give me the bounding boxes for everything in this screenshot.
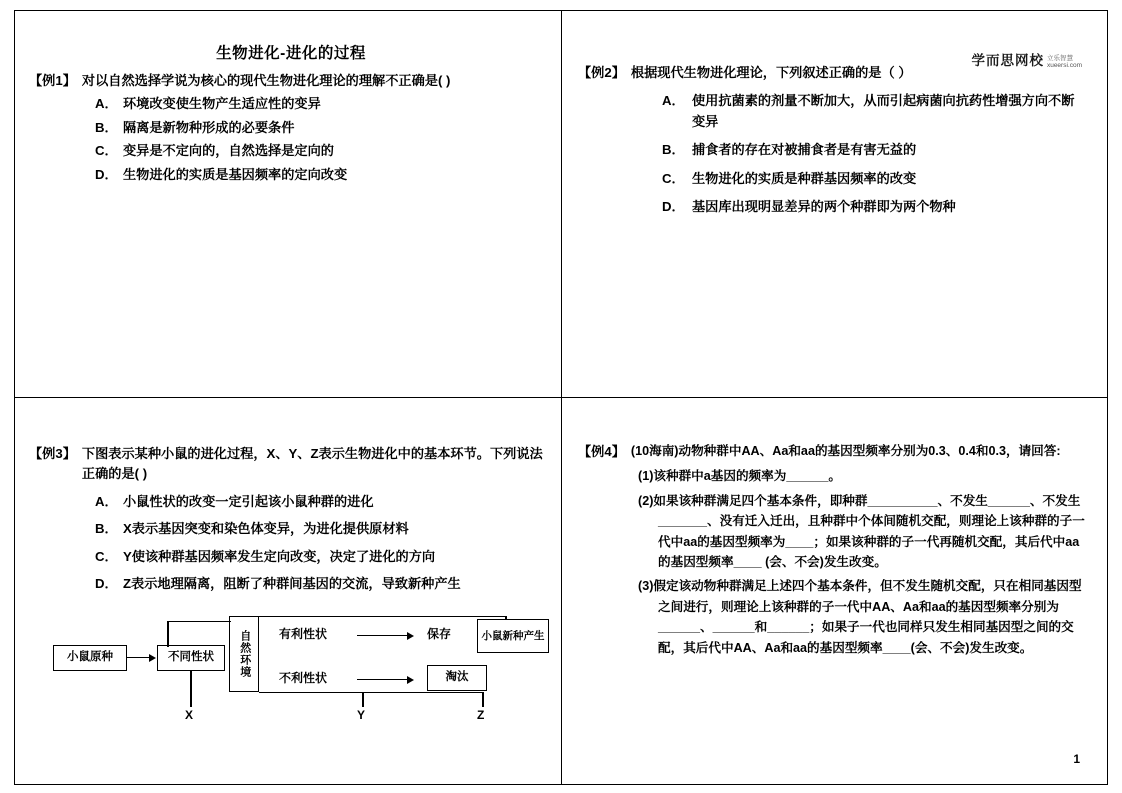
brand-logo-name: 学而思网校	[971, 53, 1044, 68]
diagram-bracket-vertical	[167, 621, 169, 647]
evolution-flow-diagram	[41, 613, 561, 733]
diagram-arrow-favorable	[407, 632, 414, 640]
diagram-label-unfavorable: 不利性状	[279, 670, 328, 685]
diagram-connector-unfavorable	[357, 679, 409, 681]
option-a	[662, 91, 1084, 132]
diagram-line-top-to-new	[259, 616, 507, 618]
diagram-label-z: Z	[477, 707, 485, 722]
option-b	[662, 140, 1084, 160]
option-b-letter: B．	[95, 119, 118, 135]
option-c-letter: C．	[95, 548, 118, 564]
option-d-letter: D．	[95, 576, 118, 592]
option-d-letter: D．	[662, 199, 685, 215]
option-a	[95, 492, 551, 512]
diagram-box-origin: 小鼠原种	[53, 645, 127, 671]
example-4-part-2: (2)如果该种群满足四个基本条件，即种群__________、不发生______、不发生_______、没有迁入迁出，且种群中个体间随机交配，则理论上该种群的子一代中aa的基因型频率为____；如果该种群的子一代再随机交配，其后代中aa的基因型频率____ (会、不会)发生改变。	[638, 493, 1085, 570]
example-2-stem: 根据现代生物进化理论，下列叙述正确的是（ ）	[630, 65, 912, 80]
option-a	[95, 94, 553, 114]
diagram-connector-favorable	[357, 635, 409, 637]
diagram-connector-origin-traits	[127, 657, 151, 659]
diagram-bracket-top	[167, 621, 231, 623]
page-number: 1	[1073, 752, 1080, 766]
example-3-tag: 【例3】	[29, 446, 76, 461]
brand-logo-sub-line1: 立乐智慧	[1046, 54, 1073, 62]
example-1-options	[95, 94, 553, 185]
option-d	[95, 165, 553, 185]
example-4-body	[638, 466, 1086, 658]
option-b	[95, 519, 551, 539]
example-4-tag: 【例4】	[578, 444, 625, 459]
example-1-block	[29, 71, 553, 185]
diagram-tick-y	[362, 692, 364, 707]
diagram-box-traits: 不同性状	[157, 645, 225, 671]
panel-example-1	[15, 11, 561, 397]
diagram-label-y: Y	[357, 707, 366, 722]
option-b-text: 捕食者的存在对被捕食者是有害无益的	[692, 142, 917, 158]
option-c	[95, 547, 551, 567]
example-3-stem: 下图表示某种小鼠的进化过程，X、Y、Z表示生物进化中的基本环节。下列说法正确的是( )	[81, 446, 543, 482]
option-a-letter: A．	[95, 493, 118, 509]
diagram-label-favorable: 有利性状	[279, 626, 328, 641]
option-c-text: Y使该种群基因频率发生定向改变，决定了进化的方向	[123, 548, 436, 564]
example-1-tag: 【例1】	[29, 73, 76, 88]
option-c-text: 变异是不定向的，自然选择是定向的	[123, 143, 334, 159]
example-4-block	[578, 442, 1086, 658]
option-b-letter: B．	[95, 521, 118, 537]
option-b-text: X表示基因突变和染色体变异，为进化提供原材料	[123, 521, 409, 537]
diagram-box-new-species	[477, 619, 549, 653]
diagram-box-new-species-label: 小鼠新种产生	[481, 629, 545, 642]
example-2-block	[578, 63, 1084, 218]
option-c-text: 生物进化的实质是种群基因频率的改变	[692, 170, 917, 186]
option-d-text: Z表示地理隔离，阻断了种群间基因的交流，导致新种产生	[123, 576, 461, 592]
diagram-box-environment	[229, 616, 259, 692]
example-4-part-3: (3)假定该动物种群满足上述四个基本条件，但不发生随机交配，只在相同基因型之间进行，则理论上该种群的子一代中AA、Aa和aa的基因型频率分别为______、______和______；如果子一代也同样只发生相同基因型之间的交配，其后代中AA、Aa和aa的基因型频率____(会、不会)发生改变。	[638, 579, 1082, 655]
example-1-head	[29, 71, 553, 91]
option-d	[95, 574, 551, 594]
option-a-text: 环境改变使生物产生适应性的变异	[123, 96, 321, 112]
example-2-tag: 【例2】	[578, 65, 625, 80]
diagram-arrow-origin-traits	[149, 654, 156, 662]
option-b-letter: B．	[662, 142, 685, 158]
diagram-tick-z	[482, 692, 484, 707]
option-b	[95, 118, 553, 138]
option-b-text: 隔离是新物种形成的必要条件	[123, 119, 295, 135]
diagram-label-preserved: 保存	[427, 626, 452, 641]
panel-example-4	[562, 398, 1108, 784]
option-a-text: 小鼠性状的改变一定引起该小鼠种群的进化	[123, 493, 374, 509]
brand-logo-sub-line2: xueersi.com	[1046, 61, 1082, 69]
option-c	[95, 141, 553, 161]
option-d-text: 基因库出现明显差异的两个种群即为两个物种	[692, 199, 956, 215]
option-d-letter: D．	[95, 166, 118, 182]
example-4-head	[578, 442, 1086, 462]
panel-example-3	[15, 398, 561, 784]
option-d	[662, 197, 1084, 217]
brand-logo	[971, 49, 1082, 69]
brand-logo-sub	[1047, 55, 1082, 69]
example-4-stem: (10海南)动物种群中AA、Aa和aa的基因型频率分别为0.3、0.4和0.3，请回答:	[630, 444, 1061, 458]
example-2-options	[662, 91, 1084, 217]
diagram-box-eliminated: 淘汰	[427, 665, 487, 691]
option-c-letter: C．	[662, 170, 685, 186]
option-c	[662, 169, 1084, 189]
page-title: 生物进化-进化的过程	[216, 45, 366, 62]
diagram-label-x: X	[185, 707, 194, 722]
example-3-block	[29, 444, 551, 595]
option-a-letter: A．	[95, 96, 118, 112]
example-1-stem: 对以自然选择学说为核心的现代生物进化理论的理解不正确是( )	[81, 73, 451, 88]
panel-example-2	[562, 11, 1108, 397]
diagram-baseline	[259, 692, 483, 694]
diagram-tick-x	[190, 671, 192, 707]
option-a-letter: A．	[662, 93, 685, 109]
example-3-head	[29, 444, 551, 485]
option-d-text: 生物进化的实质是基因频率的定向改变	[123, 166, 348, 182]
diagram-arrow-unfavorable	[407, 676, 414, 684]
diagram-box-environment-label: 自然环境	[238, 629, 251, 678]
example-4-part-1: (1)该种群中a基因的频率为______。	[638, 469, 841, 484]
example-3-options	[95, 492, 551, 595]
option-a-text: 使用抗菌素的剂量不断加大，从而引起病菌向抗药性增强方向不断变异	[692, 93, 1075, 129]
option-c-letter: C．	[95, 143, 118, 159]
